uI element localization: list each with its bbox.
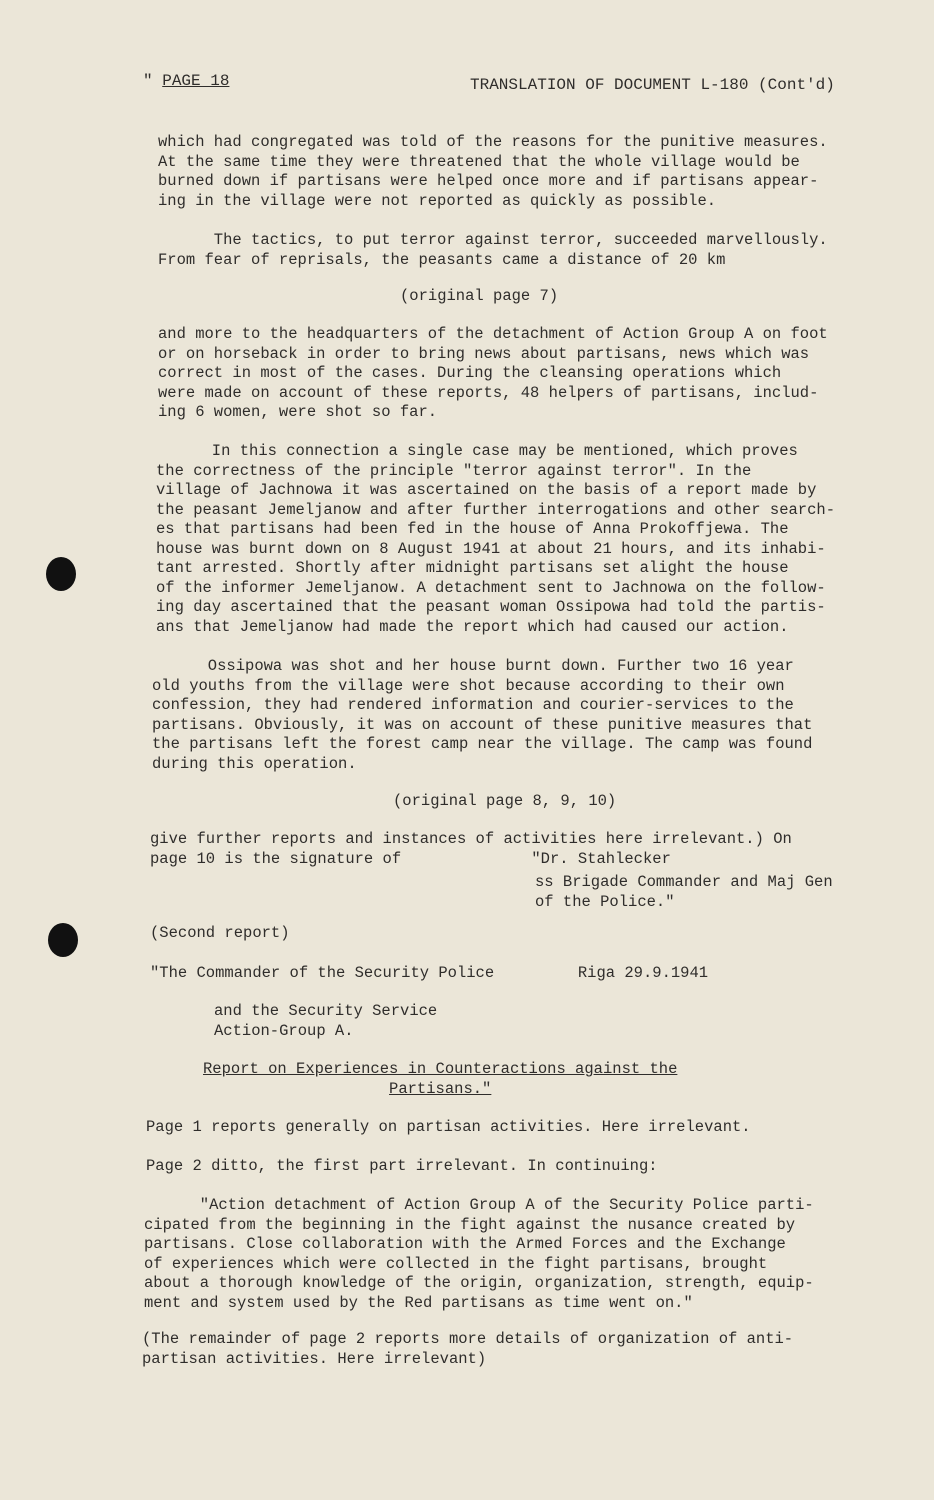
signature-block: ss Brigade Commander and Maj Gen of the Police." <box>535 873 833 911</box>
paragraph-4: In this connection a single case may be mentioned, which proves the correctness of the principle "terror against terror". In the village of Jachnowa it was ascertained on the basis of a report made by the peasant Jemeljanow and after further interrogations and other search- es that partisans had been fed in the house of Anna Prokoffjewa. The house was burnt down on 8 August 1941 at about 21 hours, and its inhabi- tant arrested. Shortly after midnight partisans set alight the house of the informer Jemeljanow. A detachment sent to Jachnowa on the follow- ing day ascertained that the peasant woman Ossipowa had told the partis- ans that Jemeljanow had made the report which had caused our action. <box>156 442 836 636</box>
paragraph-9: "Action detachment of Action Group A of the Security Police parti- cipated from the beginning in the fight against the nusance created by partisans. Close collaboration with the Armed Forces and the Exchange of experiences which were collected in the fight partisans, brought about a thorough knowledge of the origin, organization, strength, equip- ment and system used by the Red partisans as time went on." <box>144 1196 814 1312</box>
punch-hole-bottom <box>48 923 78 957</box>
report-sender-2: and the Security Service Action-Group A. <box>214 1002 438 1040</box>
second-report-label: (Second report) <box>150 924 290 942</box>
header-bullet: " <box>143 72 153 90</box>
paragraph-6: give further reports and instances of activities here irrelevant.) On page 10 is the signature of "Dr. Stahlecker <box>150 830 792 868</box>
paragraph-8: Page 2 ditto, the first part irrelevant. In continuing: <box>146 1157 658 1175</box>
punch-hole-top <box>46 557 76 591</box>
page-label: PAGE 18 <box>162 72 230 90</box>
original-page-8-10: (original page 8, 9, 10) <box>393 792 617 810</box>
paragraph-10: (The remainder of page 2 reports more details of organization of anti- partisan activities. Here irrelevant) <box>142 1330 794 1368</box>
paragraph-2: The tactics, to put terror against terror, succeeded marvellously. From fear of reprisals, the peasants came a distance of 20 km <box>158 231 828 269</box>
paragraph-3: and more to the headquarters of the detachment of Action Group A on foot or on horseback in order to bring news about partisans, news which was correct in most of the cases. During the cleansing operations which were made on account of these reports, 48 helpers of partisans, includ- ing 6 women, were shot so far. <box>158 325 828 421</box>
paragraph-5: Ossipowa was shot and her house burnt down. Further two 16 year old youths from the village were shot because according to their own confession, they had rendered information and courier-services to the partisans. Obviously, it was on account of these punitive measures that the partisans left the forest camp near the village. The camp was found during this operation. <box>152 657 813 773</box>
paragraph-1: which had congregated was told of the reasons for the punitive measures. At the same time they were threatened that the whole village would be burned down if partisans were helped once more and if partisans appear- ing in the village were not reported as quickly as possible. <box>158 133 828 210</box>
page-number <box>143 72 229 90</box>
original-page-7: (original page 7) <box>400 287 559 305</box>
report-sender-date: "The Commander of the Security Police Riga 29.9.1941 <box>150 964 709 982</box>
report-title: Report on Experiences in Counteractions against the Partisans." <box>203 1060 678 1098</box>
paragraph-7: Page 1 reports generally on partisan activities. Here irrelevant. <box>146 1118 751 1136</box>
document-title: TRANSLATION OF DOCUMENT L-180 (Cont'd) <box>470 76 835 94</box>
